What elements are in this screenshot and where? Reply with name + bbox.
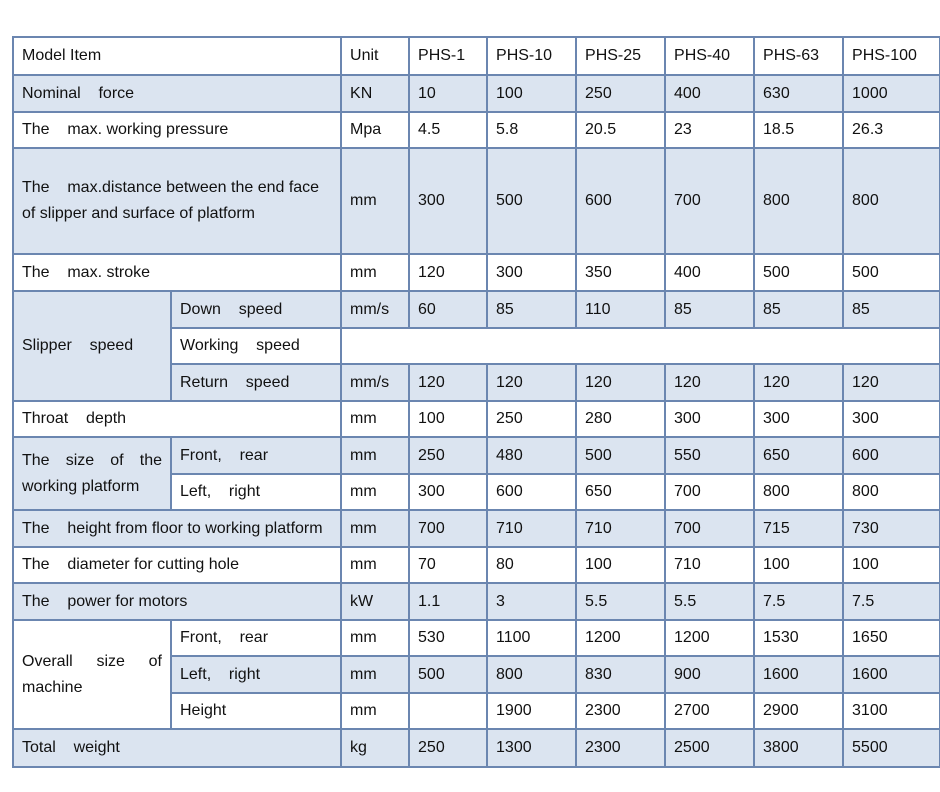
value-cell: 700 xyxy=(409,510,487,547)
value-cell: 120 xyxy=(576,364,665,401)
row-max-distance xyxy=(13,148,940,254)
value-cell: 400 xyxy=(665,254,754,291)
row-label: Left, right xyxy=(171,656,341,693)
working-speed-empty xyxy=(341,328,940,364)
value-cell: 120 xyxy=(843,364,940,401)
header-phs-40: PHS-40 xyxy=(665,37,754,75)
value-cell: 1.1 xyxy=(409,583,487,620)
value-cell: 710 xyxy=(665,547,754,583)
value-cell: 3 xyxy=(487,583,576,620)
header-unit: Unit xyxy=(341,37,409,75)
value-cell: 550 xyxy=(665,437,754,474)
value-cell: 600 xyxy=(487,474,576,510)
value-cell: 300 xyxy=(409,474,487,510)
unit-cell: mm xyxy=(341,401,409,437)
spec-table xyxy=(12,36,940,768)
value-cell: 900 xyxy=(665,656,754,693)
value-cell: 250 xyxy=(487,401,576,437)
header-row xyxy=(13,37,940,75)
row-label: The max. working pressure xyxy=(13,112,341,148)
value-cell: 120 xyxy=(665,364,754,401)
value-cell: 1530 xyxy=(754,620,843,656)
row-label: The max.distance between the end face of slipper and surface of platform xyxy=(13,148,341,254)
value-cell: 280 xyxy=(576,401,665,437)
group-label-slipper-speed: Slipper speed xyxy=(13,291,171,401)
value-cell: 85 xyxy=(754,291,843,328)
value-cell: 1100 xyxy=(487,620,576,656)
value-cell: 100 xyxy=(409,401,487,437)
row-motor-power xyxy=(13,583,940,620)
header-model-item: Model Item xyxy=(13,37,341,75)
value-cell: 800 xyxy=(754,474,843,510)
value-cell: 5.5 xyxy=(665,583,754,620)
value-cell: 60 xyxy=(409,291,487,328)
unit-cell: mm xyxy=(341,437,409,474)
value-cell: 85 xyxy=(665,291,754,328)
value-cell: 600 xyxy=(843,437,940,474)
row-cutting-hole xyxy=(13,547,940,583)
value-cell: 10 xyxy=(409,75,487,112)
row-label: The max. stroke xyxy=(13,254,341,291)
value-cell: 250 xyxy=(576,75,665,112)
unit-cell: mm xyxy=(341,148,409,254)
value-cell: 120 xyxy=(409,254,487,291)
value-cell: 100 xyxy=(576,547,665,583)
value-cell: 600 xyxy=(576,148,665,254)
row-total-weight xyxy=(13,729,940,767)
group-label-platform-size: The size of the working platform xyxy=(13,437,171,510)
value-cell: 100 xyxy=(843,547,940,583)
value-cell: 500 xyxy=(754,254,843,291)
unit-cell: mm xyxy=(341,620,409,656)
value-cell: 110 xyxy=(576,291,665,328)
row-label: Front, rear xyxy=(171,620,341,656)
row-label: Nominal force xyxy=(13,75,341,112)
value-cell: 1600 xyxy=(843,656,940,693)
value-cell: 500 xyxy=(576,437,665,474)
unit-cell: mm/s xyxy=(341,364,409,401)
value-cell: 7.5 xyxy=(754,583,843,620)
value-cell: 1200 xyxy=(665,620,754,656)
unit-cell: mm xyxy=(341,474,409,510)
value-cell: 120 xyxy=(754,364,843,401)
value-cell: 830 xyxy=(576,656,665,693)
value-cell: 800 xyxy=(843,148,940,254)
value-cell: 2300 xyxy=(576,693,665,729)
value-cell: 710 xyxy=(576,510,665,547)
value-cell: 300 xyxy=(487,254,576,291)
value-cell: 85 xyxy=(487,291,576,328)
value-cell: 700 xyxy=(665,474,754,510)
header-phs-100: PHS-100 xyxy=(843,37,940,75)
value-cell: 1600 xyxy=(754,656,843,693)
value-cell: 700 xyxy=(665,148,754,254)
value-cell: 26.3 xyxy=(843,112,940,148)
value-cell: 85 xyxy=(843,291,940,328)
value-cell: 4.5 xyxy=(409,112,487,148)
header-phs-1: PHS-1 xyxy=(409,37,487,75)
value-cell: 120 xyxy=(409,364,487,401)
value-cell: 300 xyxy=(409,148,487,254)
value-cell: 300 xyxy=(843,401,940,437)
value-cell: 650 xyxy=(576,474,665,510)
value-cell: 2700 xyxy=(665,693,754,729)
value-cell: 715 xyxy=(754,510,843,547)
value-cell: 400 xyxy=(665,75,754,112)
value-cell xyxy=(409,693,487,729)
value-cell: 2900 xyxy=(754,693,843,729)
value-cell: 530 xyxy=(409,620,487,656)
value-cell: 350 xyxy=(576,254,665,291)
row-label: Working speed xyxy=(171,328,341,364)
unit-cell: mm xyxy=(341,510,409,547)
value-cell: 500 xyxy=(487,148,576,254)
row-label: Height xyxy=(171,693,341,729)
value-cell: 2500 xyxy=(665,729,754,767)
row-label: Down speed xyxy=(171,291,341,328)
row-platform-front-rear xyxy=(13,437,940,474)
value-cell: 18.5 xyxy=(754,112,843,148)
value-cell: 120 xyxy=(487,364,576,401)
row-label: Left, right xyxy=(171,474,341,510)
value-cell: 650 xyxy=(754,437,843,474)
value-cell: 1200 xyxy=(576,620,665,656)
group-label-machine-size: Overall size of machine xyxy=(13,620,171,729)
unit-cell: KN xyxy=(341,75,409,112)
value-cell: 700 xyxy=(665,510,754,547)
value-cell: 7.5 xyxy=(843,583,940,620)
header-phs-63: PHS-63 xyxy=(754,37,843,75)
value-cell: 1300 xyxy=(487,729,576,767)
row-label: Front, rear xyxy=(171,437,341,474)
value-cell: 2300 xyxy=(576,729,665,767)
unit-cell: Mpa xyxy=(341,112,409,148)
unit-cell: mm xyxy=(341,656,409,693)
value-cell: 630 xyxy=(754,75,843,112)
value-cell: 5500 xyxy=(843,729,940,767)
row-throat-depth xyxy=(13,401,940,437)
row-machine-front-rear xyxy=(13,620,940,656)
value-cell: 5.8 xyxy=(487,112,576,148)
value-cell: 1900 xyxy=(487,693,576,729)
header-phs-10: PHS-10 xyxy=(487,37,576,75)
value-cell: 1000 xyxy=(843,75,940,112)
value-cell: 23 xyxy=(665,112,754,148)
value-cell: 480 xyxy=(487,437,576,474)
row-label: Throat depth xyxy=(13,401,341,437)
row-label: Return speed xyxy=(171,364,341,401)
row-label: The power for motors xyxy=(13,583,341,620)
value-cell: 730 xyxy=(843,510,940,547)
unit-cell: mm xyxy=(341,693,409,729)
row-down-speed xyxy=(13,291,940,328)
value-cell: 3100 xyxy=(843,693,940,729)
row-platform-height xyxy=(13,510,940,547)
unit-cell: mm xyxy=(341,547,409,583)
value-cell: 1650 xyxy=(843,620,940,656)
value-cell: 100 xyxy=(754,547,843,583)
unit-cell: kW xyxy=(341,583,409,620)
value-cell: 710 xyxy=(487,510,576,547)
value-cell: 800 xyxy=(843,474,940,510)
header-phs-25: PHS-25 xyxy=(576,37,665,75)
unit-cell: mm/s xyxy=(341,291,409,328)
value-cell: 70 xyxy=(409,547,487,583)
value-cell: 500 xyxy=(409,656,487,693)
row-label: Total weight xyxy=(13,729,341,767)
value-cell: 3800 xyxy=(754,729,843,767)
row-max-stroke xyxy=(13,254,940,291)
unit-cell: kg xyxy=(341,729,409,767)
value-cell: 800 xyxy=(754,148,843,254)
value-cell: 20.5 xyxy=(576,112,665,148)
value-cell: 80 xyxy=(487,547,576,583)
row-max-pressure xyxy=(13,112,940,148)
value-cell: 100 xyxy=(487,75,576,112)
row-nominal-force xyxy=(13,75,940,112)
value-cell: 800 xyxy=(487,656,576,693)
value-cell: 250 xyxy=(409,437,487,474)
unit-cell: mm xyxy=(341,254,409,291)
value-cell: 500 xyxy=(843,254,940,291)
row-label: The height from floor to working platform xyxy=(13,510,341,547)
value-cell: 300 xyxy=(665,401,754,437)
value-cell: 300 xyxy=(754,401,843,437)
value-cell: 5.5 xyxy=(576,583,665,620)
value-cell: 250 xyxy=(409,729,487,767)
row-label: The diameter for cutting hole xyxy=(13,547,341,583)
